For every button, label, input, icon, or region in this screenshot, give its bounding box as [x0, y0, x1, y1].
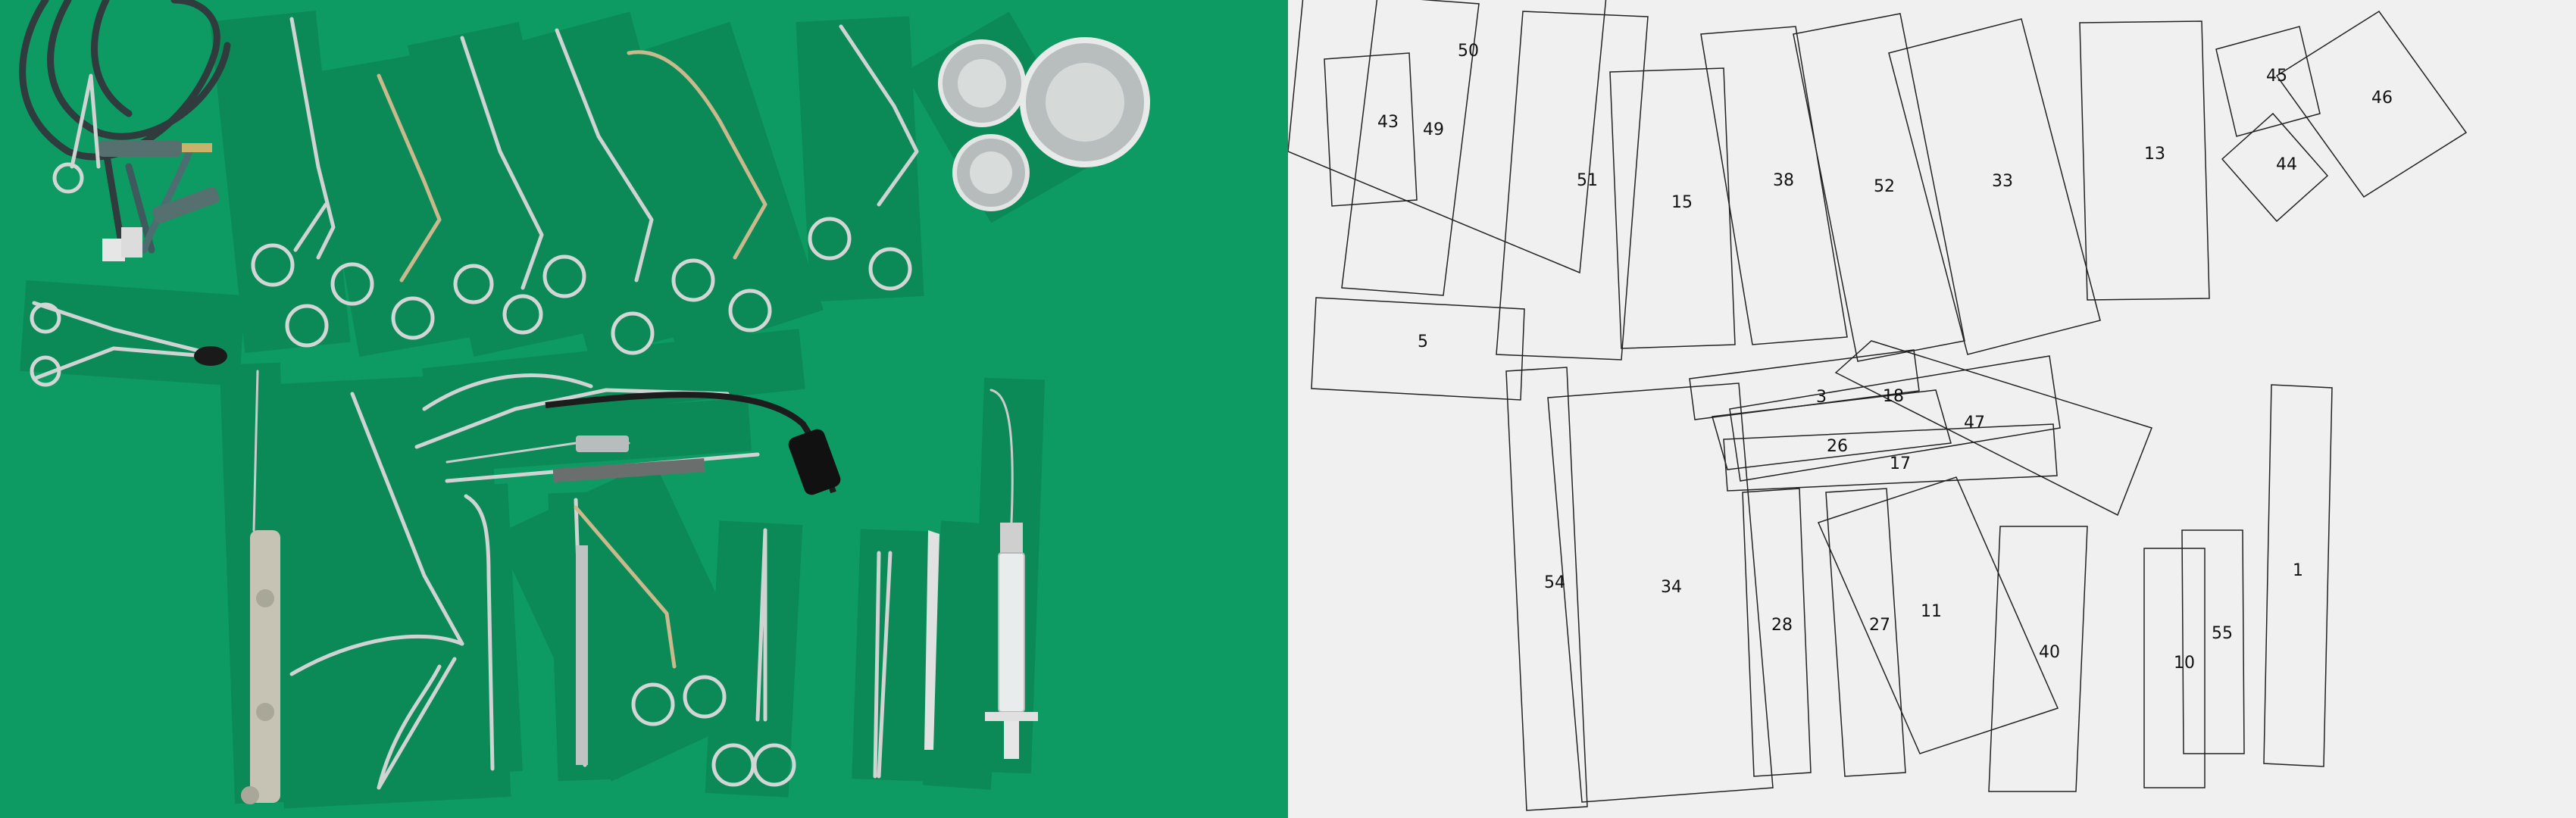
label-55: 55 — [2212, 624, 2233, 643]
label-43: 43 — [1377, 113, 1399, 132]
annotation-panel — [1288, 0, 2576, 818]
label-27: 27 — [1869, 616, 1890, 635]
label-10: 10 — [2174, 654, 2195, 673]
label-5: 5 — [1418, 333, 1428, 351]
label-11: 11 — [1921, 602, 1942, 621]
label-3: 3 — [1816, 388, 1827, 407]
label-33: 33 — [1992, 172, 2013, 191]
label-15: 15 — [1671, 193, 1693, 212]
label-54: 54 — [1544, 573, 1565, 592]
annotation-canvas — [1288, 0, 2576, 818]
label-50: 50 — [1458, 42, 1479, 61]
label-26: 26 — [1827, 437, 1848, 456]
annotation-background — [1288, 0, 2576, 818]
label-52: 52 — [1874, 177, 1895, 196]
label-1: 1 — [2293, 561, 2303, 580]
label-46: 46 — [2371, 89, 2393, 108]
label-38: 38 — [1773, 171, 1794, 190]
label-17: 17 — [1890, 454, 1911, 473]
label-28: 28 — [1771, 616, 1793, 635]
label-40: 40 — [2039, 643, 2060, 662]
label-18: 18 — [1883, 387, 1904, 406]
label-13: 13 — [2144, 145, 2165, 164]
label-45: 45 — [2266, 67, 2287, 86]
label-34: 34 — [1661, 578, 1682, 597]
label-49: 49 — [1423, 120, 1444, 139]
label-44: 44 — [2276, 155, 2297, 174]
label-47: 47 — [1964, 414, 1985, 432]
label-51: 51 — [1577, 171, 1598, 190]
